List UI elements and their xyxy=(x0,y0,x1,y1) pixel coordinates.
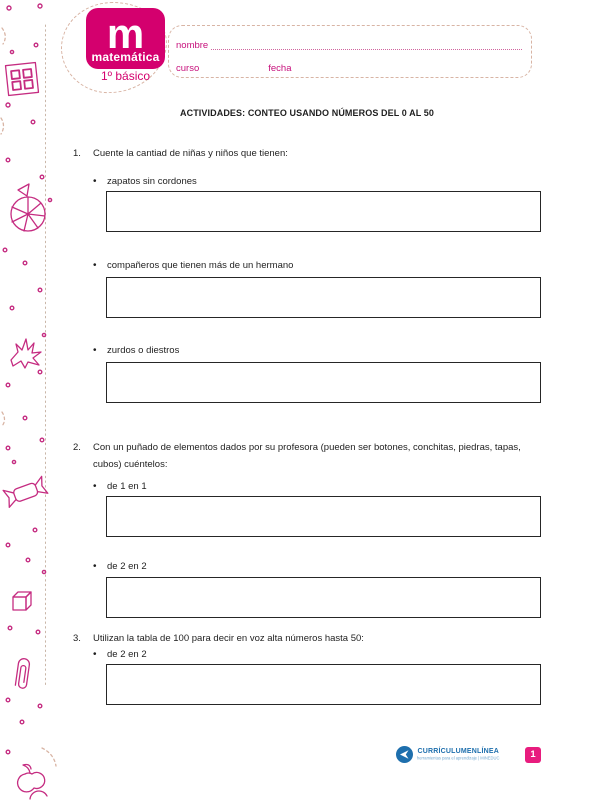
bullet-item xyxy=(93,176,541,188)
answer-box xyxy=(106,664,541,705)
activity-2-text: Con un puñado de elementos dados por su profesora (pueden ser botones, conchitas, piedras, tapas, cubos) cuéntelos: xyxy=(93,442,521,470)
dashed-arc xyxy=(2,412,5,426)
dot-pattern xyxy=(3,4,51,754)
answer-box xyxy=(106,277,541,318)
page-title: ACTIVIDADES: CONTEO USANDO NÚMEROS DEL 0 AL 50 xyxy=(180,108,434,118)
activity-1-number: 1. xyxy=(73,148,81,159)
bullet-label: • de 1 en 1 xyxy=(107,481,147,492)
activity-1-text: Cuente la cantiad de niñas y niños que tienen: xyxy=(93,148,288,159)
name-field-label: nombre xyxy=(176,40,209,51)
answer-box xyxy=(106,362,541,403)
answer-box xyxy=(106,577,541,618)
window-icon xyxy=(6,63,39,96)
page-number-badge: 1 xyxy=(525,747,541,763)
orange-slice-icon xyxy=(11,184,45,231)
dashed-arc xyxy=(1,118,4,134)
activity-1-heading xyxy=(73,145,541,162)
hand-icon xyxy=(11,339,41,368)
brand-text xyxy=(417,748,518,762)
margin-doodles xyxy=(0,0,70,800)
logo-m-letter: m xyxy=(106,9,145,57)
bullet-item xyxy=(93,561,541,573)
activity-3-text: Utilizan la tabla de 100 para decir en voz alta números hasta 50: xyxy=(93,633,364,644)
bullet-item xyxy=(93,345,541,357)
worksheet-content xyxy=(73,0,541,705)
bullet-label: • de 2 en 2 xyxy=(107,561,147,572)
answer-box xyxy=(106,191,541,232)
bullet-item xyxy=(93,481,541,493)
arrow-circle-icon xyxy=(396,746,413,763)
activity-2-number: 2. xyxy=(73,442,81,453)
candy-icon xyxy=(3,476,48,507)
activity-2-heading xyxy=(73,439,541,473)
bullet-item xyxy=(93,260,541,272)
bullet-item xyxy=(93,649,541,661)
brand-wordmark: CURRÍCULUMENLÍNEA xyxy=(417,747,500,755)
bullet-label: • zurdos o diestros xyxy=(107,345,180,356)
page-footer xyxy=(0,746,541,763)
bullet-label: • compañeros que tienen más de un hermano xyxy=(107,260,294,271)
bullet-label: • zapatos sin cordones xyxy=(107,176,197,187)
activity-3-number: 3. xyxy=(73,633,81,644)
grade-level-label: 1º básico xyxy=(100,69,151,83)
paperclip-icon xyxy=(15,658,30,689)
date-field-label: fecha xyxy=(268,63,292,74)
brand-tagline: herramientas para el aprendizaje | MINEDUC xyxy=(417,755,500,761)
apple-icon xyxy=(18,765,45,792)
bullet-label: • de 2 en 2 xyxy=(107,649,147,660)
curriculum-en-linea-brand xyxy=(396,746,518,763)
cube-icon xyxy=(13,592,31,610)
course-field-label: curso xyxy=(176,63,200,74)
partial-circle xyxy=(30,791,47,799)
dashed-arc xyxy=(2,28,5,44)
logo-subject-label: matemática xyxy=(91,50,160,64)
answer-box xyxy=(106,496,541,537)
activity-3-heading xyxy=(73,630,541,647)
